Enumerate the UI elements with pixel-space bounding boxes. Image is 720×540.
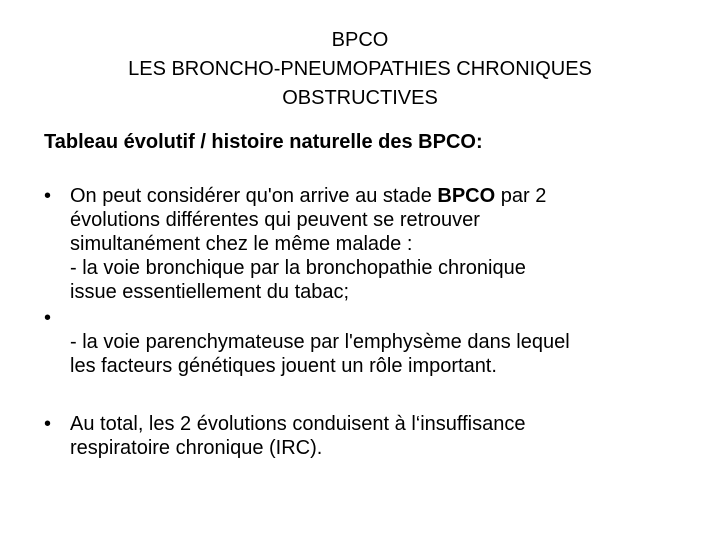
bullet-1-line-1 — [70, 184, 690, 208]
bullet-3-line-1: Au total, les 2 évolutions conduisent à l‘insuffisance — [70, 413, 526, 435]
title-line-3: OBSTRUCTIVES — [282, 87, 438, 109]
bullet-3-line-2: respiratoire chronique (IRC). — [70, 437, 323, 459]
bullet-marker: • — [44, 307, 52, 329]
bullet-1-bold-term: BPCO — [437, 185, 496, 207]
title-line-1: BPCO — [331, 29, 389, 51]
bullet-1-text-start: On peut considérer qu'on arrive au stade — [70, 185, 438, 207]
bullet-1-text-end: par 2 — [495, 185, 547, 207]
bullet-1-line-3: simultanément chez le même malade : — [70, 233, 413, 255]
bullet-2-line-2: les facteurs génétiques jouent un rôle important. — [70, 355, 497, 377]
bullet-marker: • — [44, 185, 52, 207]
bullet-text-3 — [70, 412, 690, 460]
bullet-1-line-4: - la voie bronchique par la bronchopathie chronique — [70, 257, 526, 279]
title-line-2: LES BRONCHO-PNEUMOPATHIES CHRONIQUES — [128, 58, 592, 80]
bullet-1-line-5: issue essentiellement du tabac; — [70, 281, 350, 303]
bullet-text-2 — [70, 330, 690, 378]
section-heading: Tableau évolutif / histoire naturelle des BPCO: — [44, 131, 483, 153]
bullet-marker: • — [44, 413, 52, 435]
bullet-2-line-1: - la voie parenchymateuse par l'emphysème dans lequel — [70, 331, 570, 353]
bullet-1-line-2: évolutions différentes qui peuvent se retrouver — [70, 209, 480, 231]
bullet-text-1 — [70, 184, 690, 304]
slide-title — [0, 26, 720, 113]
